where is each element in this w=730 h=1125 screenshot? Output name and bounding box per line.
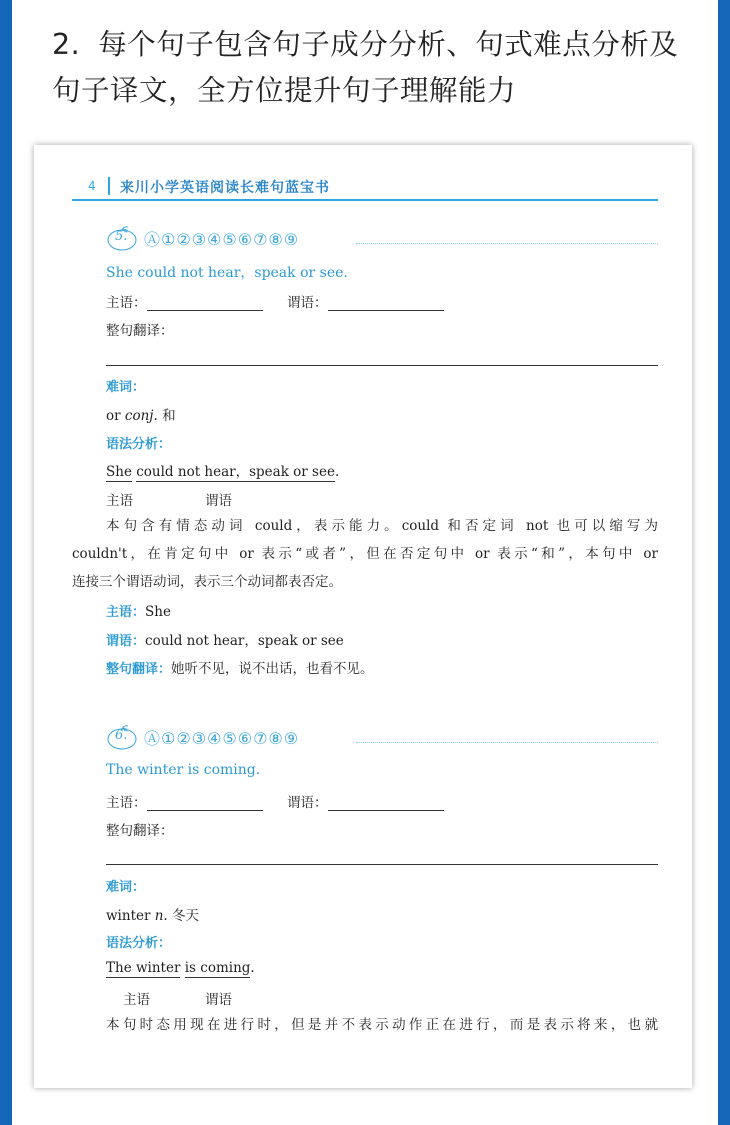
predicate-fill-row <box>287 791 444 811</box>
analysis-line: 本句含有情态动词 could，表示能力。could 和否定词 not 也可以缩写为 <box>106 518 658 534</box>
dotted-rule <box>356 742 658 743</box>
predicate-tag: 谓语 <box>205 493 232 509</box>
predicate-fill-label: 谓语： <box>287 795 328 811</box>
grammar-sentence <box>106 460 339 480</box>
word-entry <box>106 904 199 924</box>
grammar-predicate: could not hear，speak or see <box>136 464 335 480</box>
word-entry <box>106 404 176 424</box>
dotted-rule <box>356 243 658 244</box>
grammar-end: . <box>334 464 340 480</box>
heading-number: 2. <box>52 28 81 61</box>
mastery-circles[interactable]: Ⓐ①②③④⑤⑥⑦⑧⑨ <box>144 729 300 748</box>
right-border-bar <box>718 0 730 1125</box>
difficult-words-label: 难词： <box>106 880 146 895</box>
item-sentence: She could not hear，speak or see. <box>106 265 348 281</box>
item-number: 6. <box>115 728 128 743</box>
translation-fill-label: 整句翻译： <box>106 823 174 839</box>
grammar-subject: The winter <box>106 960 181 976</box>
subject-fill-label: 主语： <box>106 795 147 811</box>
grammar-analysis-label: 语法分析： <box>106 437 172 452</box>
subject-fill-row <box>106 291 263 311</box>
book-page <box>34 145 692 1088</box>
subject-tag: 主语 <box>123 992 150 1008</box>
predicate-answer-label: 谓语： <box>106 634 146 649</box>
subject-fill-row <box>106 791 263 811</box>
analysis-line: 本句时态用现在进行时，但是并不表示动作正在进行，而是表示将来，也就 <box>106 1017 658 1033</box>
word-meaning: 和 <box>162 408 176 424</box>
subject-fill-label: 主语： <box>106 295 147 311</box>
grammar-end: . <box>250 960 255 976</box>
grammar-sentence <box>106 960 255 976</box>
analysis-paragraph <box>72 512 658 596</box>
word: or <box>106 408 121 424</box>
subject-blank[interactable] <box>147 296 263 311</box>
word-pos: n. <box>154 908 168 924</box>
page-number: 4 <box>88 179 96 193</box>
item-6-header <box>106 724 658 750</box>
grammar-analysis-label: 语法分析： <box>106 936 172 951</box>
item-sentence: The winter is coming. <box>106 762 261 778</box>
page-header <box>72 175 658 201</box>
heading-line2: 句子译文，全方位提升句子理解能力 <box>52 74 517 107</box>
grammar-subject: She <box>106 464 132 480</box>
feature-heading <box>52 22 702 114</box>
translation-blank-line[interactable] <box>106 365 658 366</box>
predicate-fill-label: 谓语： <box>287 295 328 311</box>
predicate-blank[interactable] <box>328 296 444 311</box>
word-pos: conj. <box>124 408 158 424</box>
book-title: 来川小学英语阅读长难句蓝宝书 <box>120 180 330 196</box>
heading-line1: 每个句子包含句子成分分析、句式难点分析及 <box>98 28 679 61</box>
analysis-paragraph <box>72 1011 658 1039</box>
translation-answer: 她听不见，说不出话，也看不见。 <box>171 661 374 677</box>
subject-answer: She <box>145 604 171 620</box>
grammar-predicate: is coming <box>184 960 251 976</box>
predicate-fill-row <box>287 291 444 311</box>
item-5-header <box>106 225 658 251</box>
predicate-tag: 谓语 <box>205 992 232 1008</box>
header-separator <box>108 177 110 195</box>
predicate-answer: could not hear，speak or see <box>145 633 344 649</box>
analysis-line: 连接三个谓语动词，表示三个动词都表否定。 <box>72 574 342 590</box>
subject-tag: 主语 <box>106 493 133 509</box>
difficult-words-label: 难词： <box>106 380 146 395</box>
predicate-blank[interactable] <box>328 796 444 811</box>
translation-answer-label: 整句翻译： <box>106 662 172 677</box>
translation-blank-line[interactable] <box>106 864 658 865</box>
item-number: 5. <box>115 229 128 244</box>
predicate-answer-row <box>106 629 344 649</box>
translation-fill-label: 整句翻译： <box>106 323 174 339</box>
subject-answer-label: 主语： <box>106 605 146 620</box>
translation-answer-row <box>106 657 374 677</box>
subject-answer-row <box>106 601 171 620</box>
analysis-line: couldn't，在肯定句中 or 表示“或者”，但在否定句中 or 表示“和”，本句中 or <box>72 546 658 562</box>
word-meaning: 冬天 <box>172 908 200 924</box>
word: winter <box>106 908 151 924</box>
mastery-circles[interactable]: Ⓐ①②③④⑤⑥⑦⑧⑨ <box>144 230 300 249</box>
subject-blank[interactable] <box>147 796 263 811</box>
left-border-bar <box>0 0 12 1125</box>
